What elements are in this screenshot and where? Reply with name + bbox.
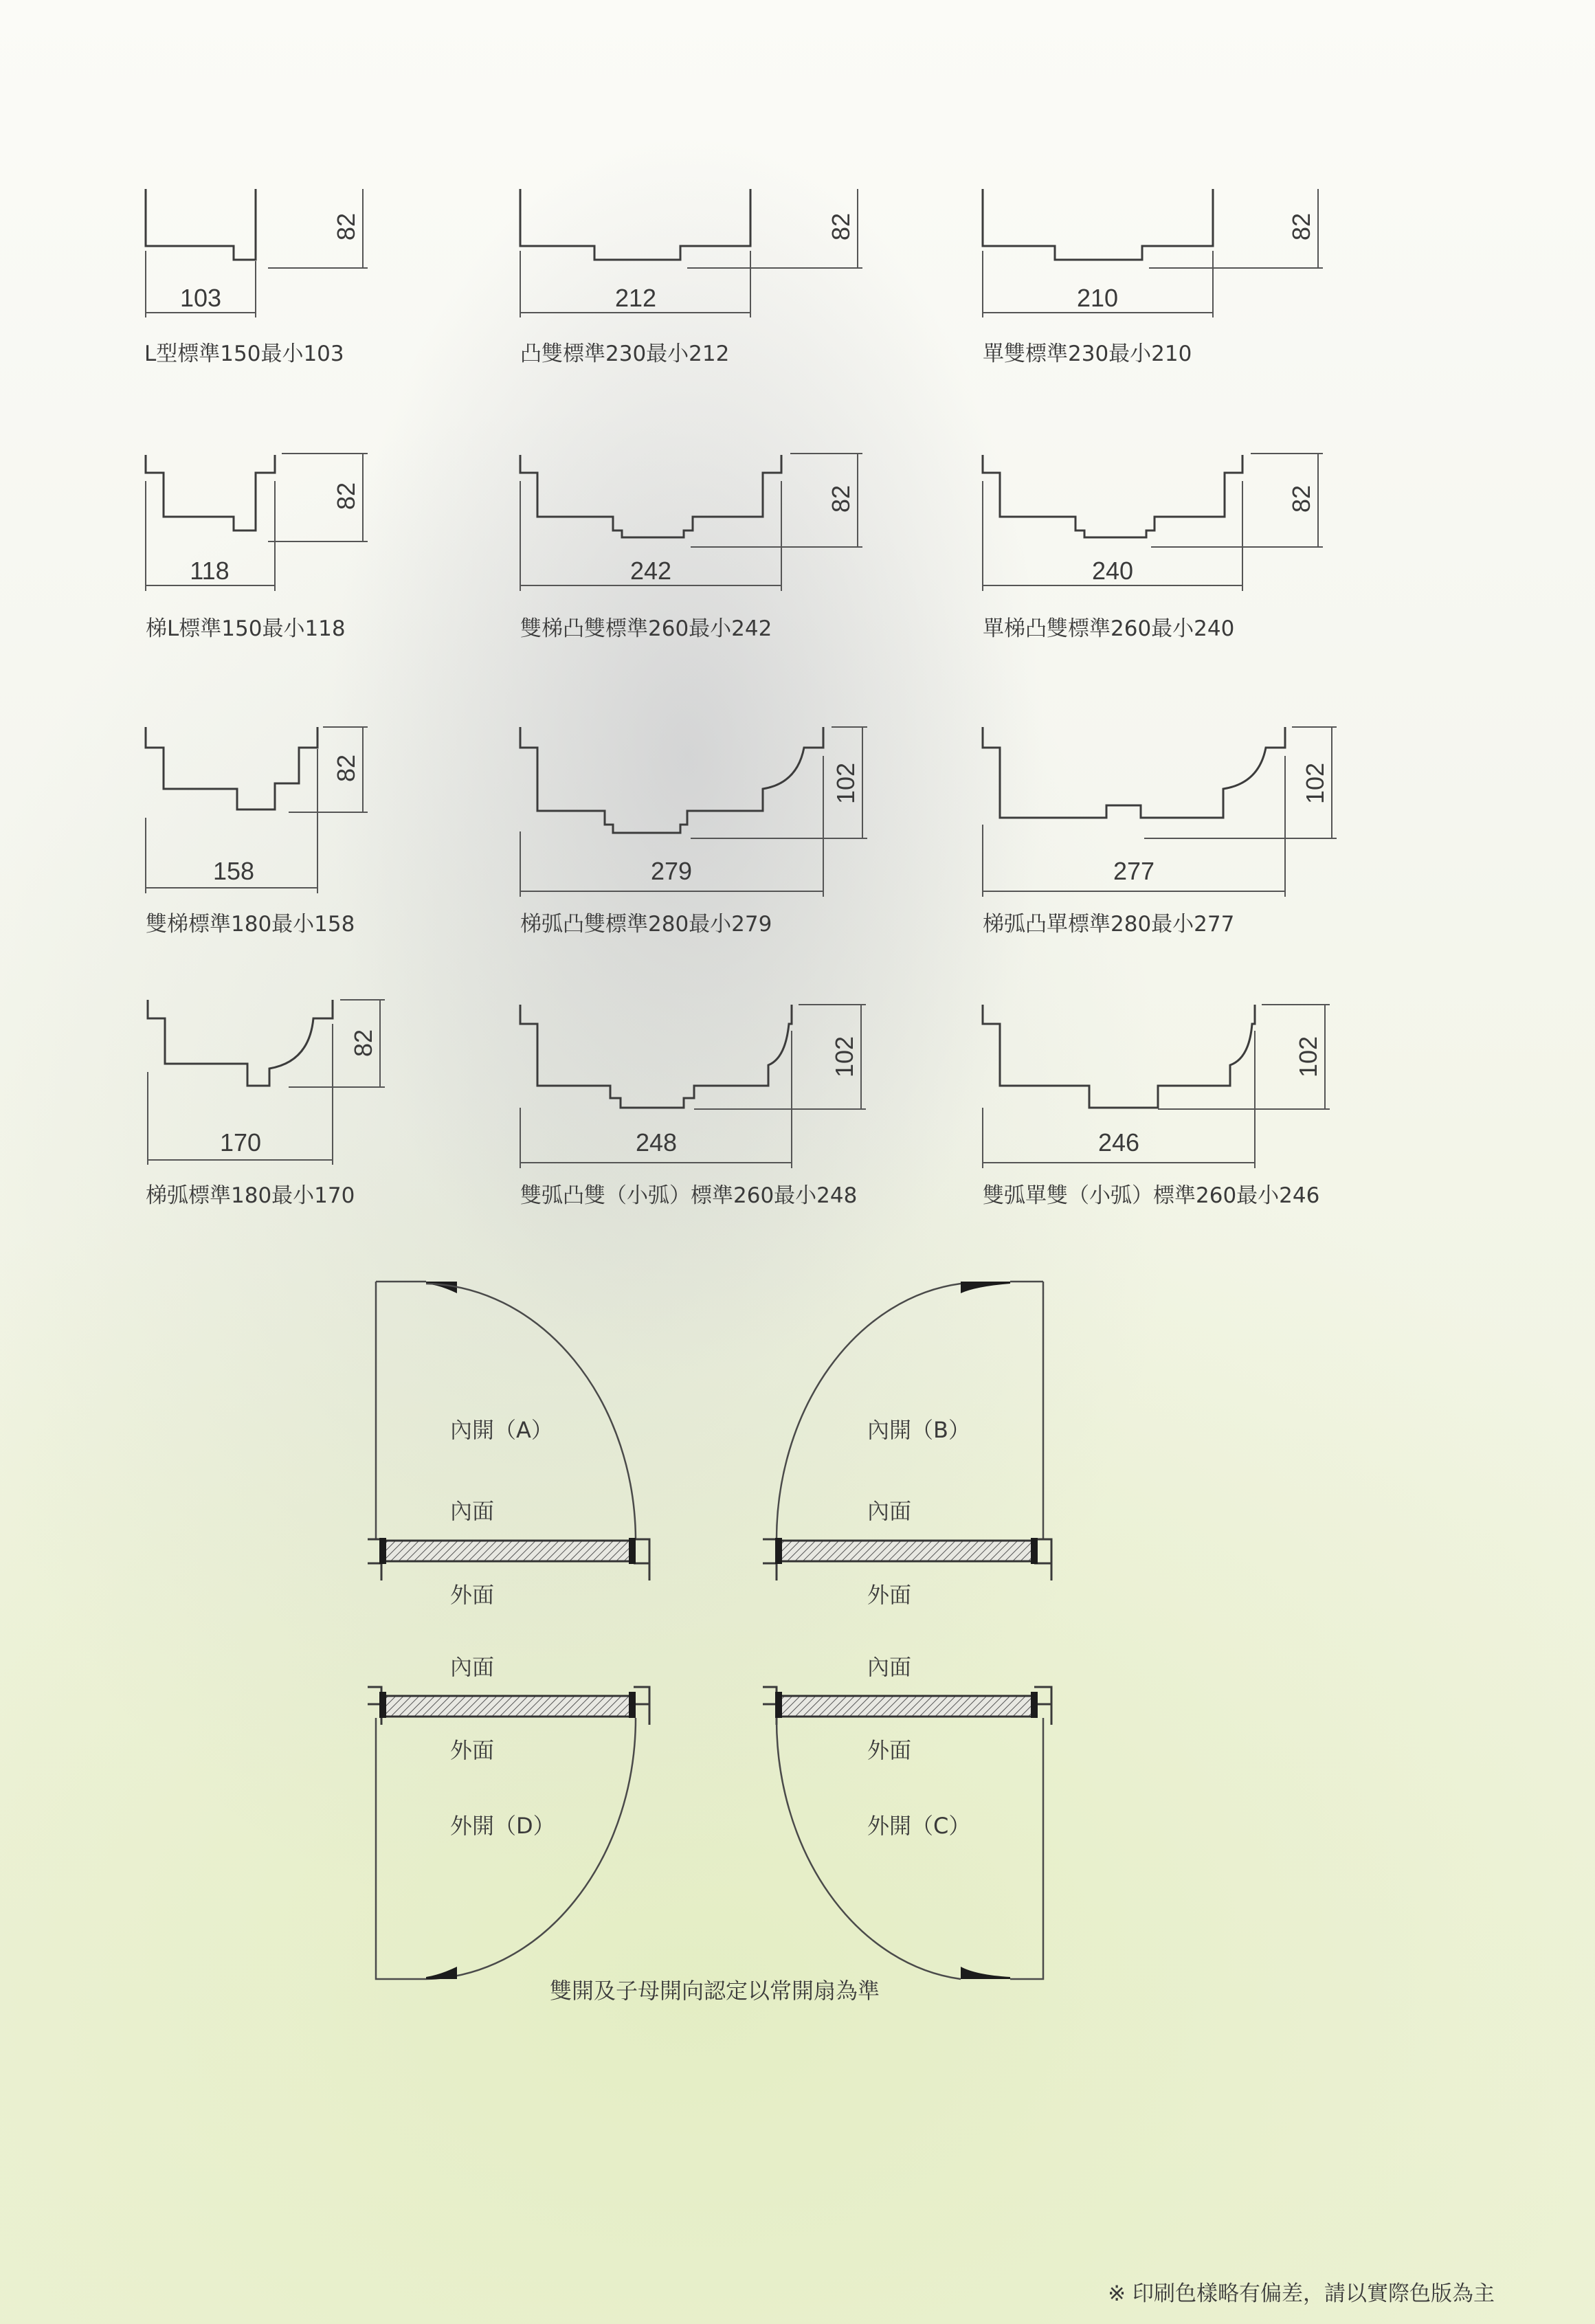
- profile-single-double: [983, 189, 1323, 366]
- width-dimension: 158: [212, 857, 255, 885]
- door-swing-c: [763, 1654, 1051, 1979]
- width-dimension: 170: [219, 1128, 262, 1157]
- door-c-outer-face: 外面: [867, 1737, 912, 1763]
- door-a-inner-face: 內面: [450, 1498, 495, 1524]
- width-dimension: 118: [190, 557, 230, 585]
- door-d-outer-face: 外面: [450, 1737, 495, 1763]
- door-swing-d: [368, 1654, 649, 1979]
- door-d-title: 外開（D）: [450, 1813, 555, 1839]
- profile-caption: L型標準150最小103: [144, 342, 344, 366]
- profile-double-step-convex-double: [520, 454, 862, 641]
- print-color-disclaimer: ※ 印刷色樣略有偏差，請以實際色版為主: [1108, 2281, 1495, 2306]
- height-dimension: 82: [332, 482, 360, 511]
- width-dimension: 240: [1091, 557, 1134, 585]
- profile-caption: 梯弧凸單標準280最小277: [983, 912, 1235, 937]
- width-dimension: 242: [629, 557, 672, 585]
- profile-step-arc-convex-single: [983, 727, 1337, 937]
- width-dimension: 277: [1113, 857, 1155, 885]
- height-dimension: 82: [332, 754, 360, 783]
- door-c-title: 外開（C）: [867, 1813, 971, 1839]
- height-dimension: 82: [827, 212, 855, 241]
- door-b-inner-face: 內面: [867, 1498, 912, 1524]
- height-dimension: 82: [1287, 212, 1315, 241]
- door-direction-note: 雙開及子母開向認定以常開扇為準: [549, 1978, 880, 2004]
- profile-step-arc-convex-double: [520, 727, 867, 937]
- width-dimension: 248: [635, 1128, 678, 1157]
- profile-caption: 凸雙標準230最小212: [520, 342, 730, 366]
- door-swing-a: [368, 1282, 649, 1608]
- profile-caption: 單雙標準230最小210: [983, 342, 1192, 366]
- width-dimension: 279: [650, 857, 693, 885]
- height-dimension: 102: [1301, 762, 1329, 805]
- profile-double-arc-single-double: [983, 1005, 1330, 1208]
- height-dimension: 102: [832, 762, 860, 805]
- door-c-inner-face: 內面: [867, 1654, 912, 1680]
- profile-step-arc: [146, 1000, 385, 1208]
- door-b-outer-face: 外面: [867, 1582, 912, 1608]
- door-b-title: 內開（B）: [867, 1417, 970, 1443]
- door-d-inner-face: 內面: [450, 1654, 495, 1680]
- profile-step-l: [146, 454, 368, 641]
- door-swing-b: [763, 1282, 1051, 1608]
- height-dimension: 102: [830, 1036, 858, 1078]
- profile-double-arc-convex-double: [520, 1005, 866, 1208]
- profile-caption: 雙梯標準180最小158: [146, 912, 355, 937]
- door-a-outer-face: 外面: [450, 1582, 495, 1608]
- profile-single-step-convex-double: [983, 454, 1323, 641]
- profile-double-step: [146, 727, 368, 937]
- width-dimension: 103: [179, 284, 222, 312]
- height-dimension: 82: [1287, 484, 1315, 513]
- width-dimension: 210: [1076, 284, 1119, 312]
- height-dimension: 82: [332, 212, 360, 241]
- width-dimension: 246: [1097, 1128, 1140, 1157]
- height-dimension: 82: [827, 484, 855, 513]
- profile-caption: 梯弧標準180最小170: [146, 1183, 355, 1208]
- profile-caption: 雙弧單雙（小弧）標準260最小246: [983, 1183, 1320, 1208]
- profile-caption: 雙梯凸雙標準260最小242: [520, 616, 772, 641]
- profile-caption: 單梯凸雙標準260最小240: [983, 616, 1235, 641]
- height-dimension: 82: [349, 1029, 377, 1058]
- height-dimension: 102: [1294, 1036, 1322, 1078]
- profile-convex-double: [520, 189, 862, 366]
- profile-l-type: [144, 189, 368, 366]
- profile-caption: 梯L標準150最小118: [146, 616, 346, 641]
- profile-caption: 雙弧凸雙（小弧）標準260最小248: [520, 1183, 858, 1208]
- width-dimension: 212: [614, 284, 657, 312]
- profile-caption: 梯弧凸雙標準280最小279: [520, 912, 772, 937]
- door-a-title: 內開（A）: [450, 1417, 553, 1443]
